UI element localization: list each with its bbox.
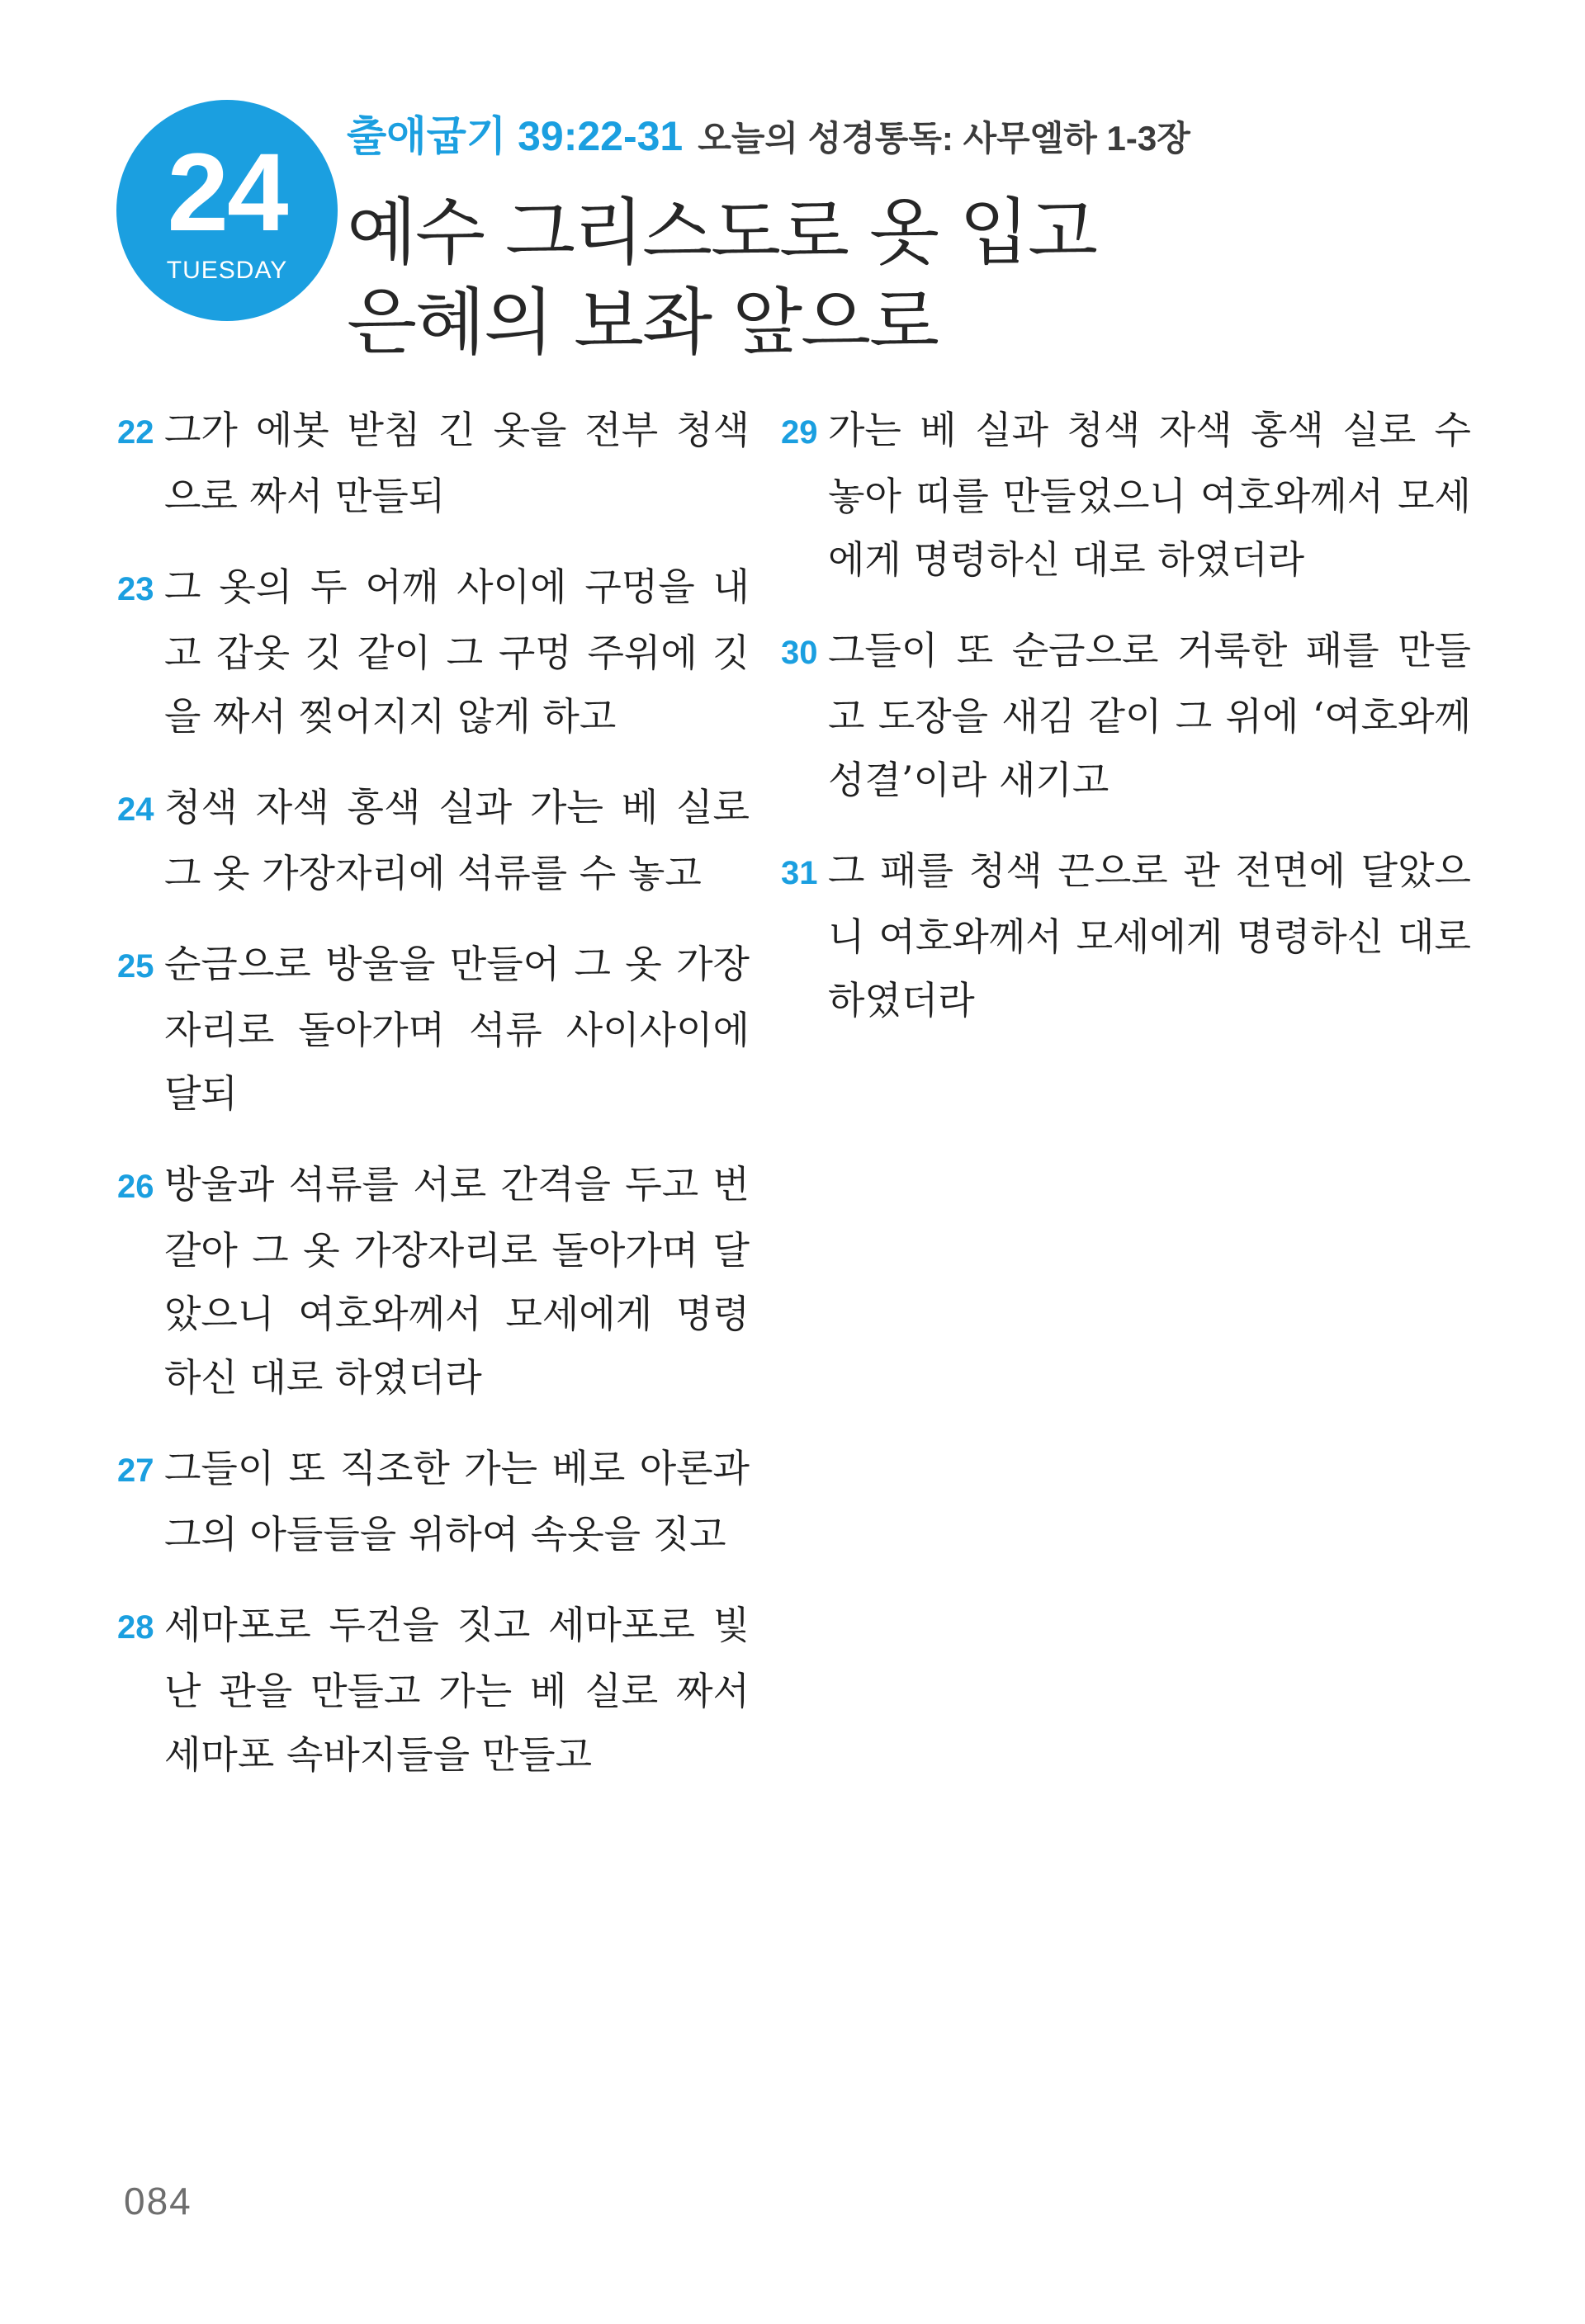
page-number: 084	[124, 2180, 192, 2222]
page-title	[347, 187, 1519, 367]
verse-30	[781, 619, 1471, 812]
verse-25	[117, 933, 750, 1126]
verse-number: 30	[781, 635, 818, 671]
verse-text: 가는 베 실과 청색 자색 홍색 실로 수 놓아 띠를 만들었으니 여호와께서 모세에게 명령하신 대로 하였더라	[828, 408, 1471, 582]
verse-24	[117, 776, 750, 905]
verse-26	[117, 1153, 750, 1410]
verse-text: 그가 에봇 받침 긴 옷을 전부 청색으로 짜서 만들되	[164, 408, 750, 518]
reference-line	[347, 113, 1519, 168]
verse-text: 방울과 석류를 서로 간격을 두고 번갈아 그 옷 가장자리로 돌아가며 달았으니 여호와께서 모세에게 명령하신 대로 하였더라	[164, 1162, 750, 1400]
verse-text: 그 옷의 두 어깨 사이에 구멍을 내고 갑옷 깃 같이 그 구멍 주위에 깃을 짜서 찢어지지 않게 하고	[164, 564, 750, 739]
verse-column-left	[117, 399, 750, 1814]
day-number: 24	[167, 131, 287, 254]
verse-number: 23	[117, 571, 154, 607]
verse-text: 그 패를 청색 끈으로 관 전면에 달았으니 여호와께서 모세에게 명령하신 대로 하였더라	[828, 848, 1471, 1023]
verse-column-right	[781, 399, 1471, 1060]
verse-31	[781, 839, 1471, 1032]
verse-number: 25	[117, 948, 154, 985]
day-weekday: TUESDAY	[166, 257, 288, 284]
verse-number: 22	[117, 414, 154, 451]
verse-22	[117, 399, 750, 528]
verse-text: 세마포로 두건을 짓고 세마포로 빛난 관을 만들고 가는 베 실로 짜서 세마포 속바지들을 만들고	[164, 1603, 750, 1777]
title-line-2: 은혜의 보좌 앞으로	[347, 280, 939, 365]
verse-number: 31	[781, 855, 818, 891]
scripture-reference: 출애굽기 39:22-31	[347, 113, 684, 159]
verse-number: 28	[117, 1609, 154, 1646]
header	[347, 113, 1519, 367]
verse-number: 24	[117, 791, 154, 828]
verse-text: 그들이 또 직조한 가는 베로 아론과 그의 아들들을 위하여 속옷을 짓고	[164, 1446, 750, 1556]
verse-23	[117, 555, 750, 749]
verse-27	[117, 1437, 750, 1566]
verse-number: 26	[117, 1169, 154, 1205]
verse-number: 27	[117, 1452, 154, 1489]
title-line-1: 예수 그리스도로 옷 입고	[347, 190, 1096, 275]
daily-reading-label: 오늘의 성경통독: 사무엘하 1-3장	[698, 119, 1190, 158]
verse-number: 29	[781, 414, 818, 451]
verse-text: 청색 자색 홍색 실과 가는 베 실로 그 옷 가장자리에 석류를 수 놓고	[164, 785, 750, 895]
verse-29	[781, 399, 1471, 592]
verse-text: 그들이 또 순금으로 거룩한 패를 만들고 도장을 새김 같이 그 위에 ‘여호와께 성결’이라 새기고	[828, 628, 1471, 802]
verse-text: 순금으로 방울을 만들어 그 옷 가장자리로 돌아가며 석류 사이사이에 달되	[164, 942, 750, 1116]
verse-28	[117, 1594, 750, 1787]
day-badge	[116, 100, 338, 321]
